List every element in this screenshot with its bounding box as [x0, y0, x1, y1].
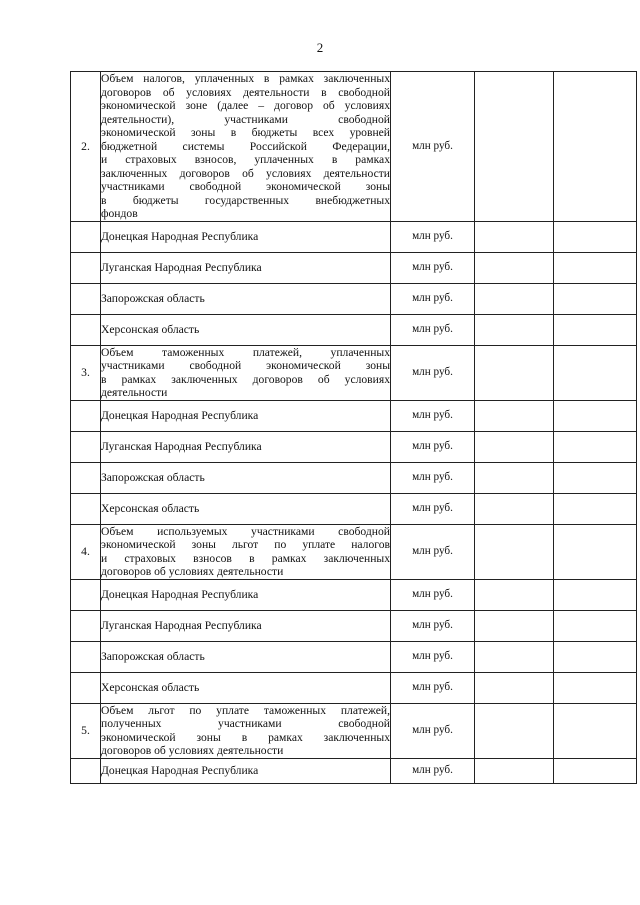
indicator-text-line: деятельности), участниками свободной	[101, 112, 390, 126]
indicator-text-line: экономической зоны льгот по уплате налогов	[101, 538, 390, 551]
value-cell-1	[475, 672, 554, 703]
region-name: Херсонская область	[101, 493, 391, 524]
value-cell-1	[475, 72, 554, 222]
value-cell-2	[554, 610, 637, 641]
value-cell-2	[554, 283, 637, 314]
value-cell-2	[554, 252, 637, 283]
unit-cell: млн руб.	[391, 641, 475, 672]
row-number	[71, 314, 101, 345]
indicators-table	[70, 71, 637, 784]
row-number	[71, 758, 101, 783]
indicator-text-line: фондов	[101, 207, 138, 220]
indicator-name	[101, 703, 391, 758]
region-name: Донецкая Народная Республика	[101, 400, 391, 431]
region-name: Херсонская область	[101, 672, 391, 703]
indicator-text-line: договоров об условиях деятельности	[101, 565, 284, 578]
value-cell-1	[475, 314, 554, 345]
indicator-row	[71, 345, 637, 400]
value-cell-1	[475, 345, 554, 400]
unit-cell: млн руб.	[391, 314, 475, 345]
value-cell-1	[475, 431, 554, 462]
indicator-text-line: договоров об условиях деятельности	[101, 744, 284, 757]
indicator-text-line: участниками свободной экономической зоны	[101, 180, 390, 193]
indicator-text-line: в бюджеты государственных внебюджетных	[101, 193, 390, 207]
region-name: Запорожская область	[101, 641, 391, 672]
region-row	[71, 462, 637, 493]
region-row	[71, 672, 637, 703]
value-cell-1	[475, 252, 554, 283]
region-row	[71, 221, 637, 252]
region-row	[71, 431, 637, 462]
row-number: 2.	[71, 72, 101, 222]
region-row	[71, 579, 637, 610]
row-number	[71, 283, 101, 314]
indicator-row	[71, 72, 637, 222]
row-number	[71, 610, 101, 641]
value-cell-1	[475, 462, 554, 493]
value-cell-2	[554, 579, 637, 610]
region-row	[71, 252, 637, 283]
indicator-text-line: в рамках заключенных договоров об условиях	[101, 372, 390, 386]
region-row	[71, 641, 637, 672]
value-cell-2	[554, 72, 637, 222]
indicator-text-line: Объем таможенных платежей, уплаченных	[101, 345, 390, 359]
value-cell-2	[554, 431, 637, 462]
indicator-text-line: Объем налогов, уплаченных в рамках заключенных	[101, 72, 390, 85]
indicator-row	[71, 703, 637, 758]
value-cell-1	[475, 703, 554, 758]
indicator-text-line: деятельности	[101, 386, 168, 399]
indicator-text-line: экономической зоны в бюджеты всех уровней	[101, 126, 390, 139]
unit-cell: млн руб.	[391, 400, 475, 431]
indicator-name	[101, 524, 391, 579]
indicator-text-line: экономической зоне (далее – договор об условиях	[101, 99, 390, 112]
region-name: Донецкая Народная Республика	[101, 758, 391, 783]
row-number	[71, 431, 101, 462]
row-number	[71, 400, 101, 431]
indicator-text-line: участниками свободной экономической зоны	[101, 359, 390, 372]
unit-cell: млн руб.	[391, 493, 475, 524]
region-row	[71, 758, 637, 783]
page-number: 2	[316, 40, 324, 55]
unit-cell: млн руб.	[391, 672, 475, 703]
region-row	[71, 314, 637, 345]
region-name: Херсонская область	[101, 314, 391, 345]
value-cell-2	[554, 462, 637, 493]
unit-cell: млн руб.	[391, 252, 475, 283]
value-cell-1	[475, 221, 554, 252]
region-row	[71, 283, 637, 314]
region-row	[71, 493, 637, 524]
value-cell-1	[475, 641, 554, 672]
indicator-text-line: бюджетной системы Российской Федерации,	[101, 139, 390, 153]
row-number	[71, 641, 101, 672]
value-cell-2	[554, 641, 637, 672]
row-number: 4.	[71, 524, 101, 579]
value-cell-1	[475, 610, 554, 641]
value-cell-2	[554, 345, 637, 400]
value-cell-1	[475, 758, 554, 783]
region-name: Запорожская область	[101, 462, 391, 493]
indicator-text-line: и страховых взносов в рамках заключенных	[101, 551, 390, 565]
unit-cell: млн руб.	[391, 221, 475, 252]
region-name: Донецкая Народная Республика	[101, 579, 391, 610]
unit-cell: млн руб.	[391, 462, 475, 493]
value-cell-2	[554, 758, 637, 783]
indicator-name	[101, 345, 391, 400]
unit-cell: млн руб.	[391, 72, 475, 222]
row-number	[71, 672, 101, 703]
region-name: Луганская Народная Республика	[101, 610, 391, 641]
region-name: Донецкая Народная Республика	[101, 221, 391, 252]
value-cell-1	[475, 579, 554, 610]
value-cell-1	[475, 493, 554, 524]
value-cell-2	[554, 400, 637, 431]
row-number: 5.	[71, 703, 101, 758]
unit-cell: млн руб.	[391, 283, 475, 314]
indicator-name	[101, 72, 391, 222]
value-cell-2	[554, 703, 637, 758]
row-number	[71, 579, 101, 610]
unit-cell: млн руб.	[391, 610, 475, 641]
region-name: Луганская Народная Республика	[101, 252, 391, 283]
region-name: Луганская Народная Республика	[101, 431, 391, 462]
value-cell-2	[554, 221, 637, 252]
region-row	[71, 610, 637, 641]
row-number	[71, 462, 101, 493]
indicator-text-line: экономической зоны в рамках заключенных	[101, 730, 390, 744]
value-cell-1	[475, 283, 554, 314]
region-name: Запорожская область	[101, 283, 391, 314]
unit-cell: млн руб.	[391, 758, 475, 783]
value-cell-2	[554, 314, 637, 345]
indicator-text-line: заключенных договоров об условиях деятельности	[101, 166, 390, 180]
indicator-text-line: договоров об условиях деятельности в свободной	[101, 85, 390, 99]
value-cell-1	[475, 524, 554, 579]
row-number	[71, 252, 101, 283]
row-number	[71, 221, 101, 252]
value-cell-2	[554, 672, 637, 703]
unit-cell: млн руб.	[391, 524, 475, 579]
indicator-text-line: полученных участниками свободной	[101, 717, 390, 730]
unit-cell: млн руб.	[391, 431, 475, 462]
indicator-text-line: Объем используемых участниками свободной	[101, 524, 390, 538]
indicator-row	[71, 524, 637, 579]
row-number	[71, 493, 101, 524]
indicator-text-line: Объем льгот по уплате таможенных платежей,	[101, 703, 390, 717]
row-number: 3.	[71, 345, 101, 400]
value-cell-2	[554, 524, 637, 579]
indicator-text-line: и страховых взносов, уплаченных в рамках	[101, 153, 390, 166]
unit-cell: млн руб.	[391, 579, 475, 610]
region-row	[71, 400, 637, 431]
unit-cell: млн руб.	[391, 703, 475, 758]
unit-cell: млн руб.	[391, 345, 475, 400]
value-cell-2	[554, 493, 637, 524]
value-cell-1	[475, 400, 554, 431]
